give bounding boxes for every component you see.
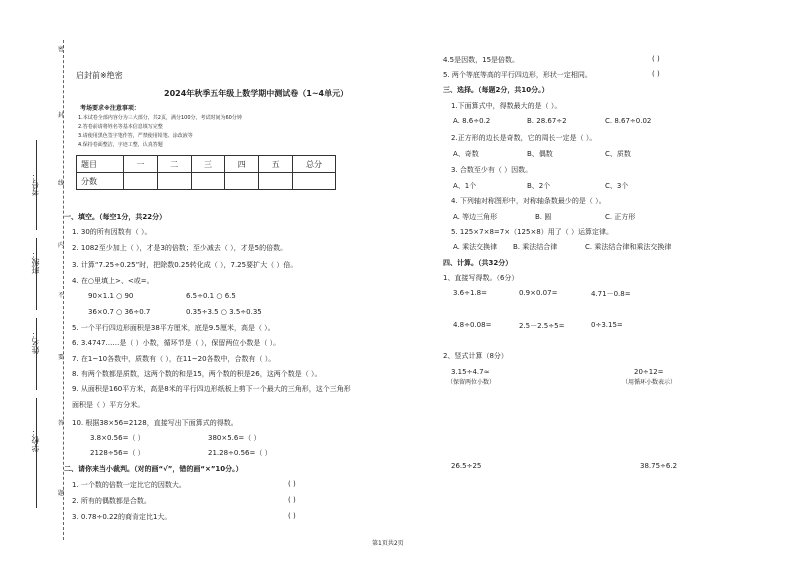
judge-item-5: 5. 两个等底等高的平行四边形，形状一定相同。 xyxy=(443,71,592,79)
score-row-label: 分数 xyxy=(77,173,124,190)
calc-item: 21.28÷0.56=（ ） xyxy=(208,449,272,457)
section-4-heading: 四、计算。（共32分） xyxy=(443,259,513,267)
secret-mark: 启封前※绝密 xyxy=(76,71,123,80)
notes-note-2: 2.答卷前请将姓名等基本信息填写完整 xyxy=(78,124,163,130)
judge-item-1: 1. 一个数的倍数一定比它的因数大。 xyxy=(72,481,186,489)
school-label: 学校： xyxy=(31,428,40,452)
fill-question-4: 4. 在○里填上>、<或=。 xyxy=(72,277,154,285)
judge-item-2: 2. 所有的偶数都是合数。 xyxy=(72,497,151,505)
vertical-calc-item: 26.5÷25 xyxy=(451,462,482,470)
score-table xyxy=(76,155,336,190)
class-blank-line xyxy=(36,238,37,310)
choice-question-3: 3. 合数至少有（ ）因数。 xyxy=(451,166,533,174)
choice-option: C、质数 xyxy=(605,150,631,158)
exam-title: 2024年秋季五年级上数学期中测试卷（1~4单元） xyxy=(164,89,349,98)
fill-question-2: 2. 1082至少加上（ ），才是3的倍数；至少减去（ ），才是5的倍数。 xyxy=(72,244,288,252)
class-label: 班级： xyxy=(31,250,40,274)
score-cell[interactable] xyxy=(191,173,225,190)
vertical-calc-note: （用循环小数表示） xyxy=(622,379,677,386)
choice-option: A. 乘法交换律 xyxy=(453,243,498,251)
notes-note-4: 4.保持卷面整洁，字迹工整，认真答题 xyxy=(78,142,163,148)
oral-calc-item: 0÷3.15= xyxy=(591,321,623,329)
fill-question-1: 1. 30的所有因数有（ ）。 xyxy=(72,228,152,236)
fill-question-9-cont: 面积是（ ）平方分米。 xyxy=(72,401,145,409)
judge-answer-box[interactable]: ( ) xyxy=(652,55,660,63)
section-1-heading: 一、填空。（每空1分，共22分） xyxy=(64,213,167,221)
choice-option: A. 8.6÷0.2 xyxy=(453,117,491,125)
choice-option: C. 正方形 xyxy=(605,213,636,221)
section-3-heading: 三、选择。（每题2分，共10分。） xyxy=(443,86,549,94)
section-2-heading: 二、请你来当小裁判。（对的画“√”，错的画“×”10分。） xyxy=(64,465,243,473)
seal-mark-4: 内 xyxy=(58,242,65,249)
notes-note-1: 1.本试卷全部内容分为三大部分，共2页，满分100分，考试时间为60分钟 xyxy=(78,115,242,121)
vertical-calc-note: （保留两位小数） xyxy=(447,379,496,386)
score-cell[interactable] xyxy=(225,173,259,190)
seal-mark-7: 答 xyxy=(58,420,65,427)
choice-option: B. 圆 xyxy=(535,213,552,221)
fill-question-3: 3. 计算“7.25÷0.25”时，把除数0.25转化成（ ），7.25要扩大（ ）倍。 xyxy=(72,261,298,269)
calc-part-1-heading: 1、直接写得数。（6分） xyxy=(443,274,519,282)
calc-item: 3.8×0.56=（ ） xyxy=(90,434,145,442)
fill-question-9: 9. 从面积是160平方米，高是8米的平行四边形纸板上剪下一个最大的三角形，这个三角形 xyxy=(72,385,351,393)
notes-note-3: 3.请使用黑色签字笔作答，严禁使用铅笔、涂改液等 xyxy=(78,133,193,139)
compare-item: 6.5÷0.1 ○ 6.5 xyxy=(186,292,236,300)
choice-option: B. 28.67÷2 xyxy=(527,117,567,125)
choice-option: C. 乘法结合律和乘法交换律 xyxy=(585,243,672,251)
score-cell[interactable] xyxy=(293,173,336,190)
fill-question-7: 7. 在1~10各数中，质数有（ ），在11~20各数中，合数有（ ）。 xyxy=(72,355,276,363)
name-label: 姓名： xyxy=(31,330,40,354)
choice-question-2: 2.正方形的边长是奇数，它的周长一定是（ ）。 xyxy=(451,134,597,142)
score-table-header-row xyxy=(77,156,336,173)
seal-mark-8: 题 xyxy=(58,490,65,497)
choice-option: A. 等边三角形 xyxy=(453,213,498,221)
score-header-cell: 一 xyxy=(124,156,158,173)
vertical-calc-item: 3.15÷4.7≈ xyxy=(451,368,490,376)
score-header-cell: 总分 xyxy=(293,156,336,173)
choice-question-4: 4. 下列轴对称图形中，对称轴条数最少的是（ ）。 xyxy=(451,197,606,205)
choice-option: B. 乘法结合律 xyxy=(513,243,558,251)
compare-item: 36×0.7 ○ 36÷0.7 xyxy=(88,308,151,316)
score-header-cell: 四 xyxy=(225,156,259,173)
fill-question-10: 10. 根据38×56=2128，直接写出下面算式的得数。 xyxy=(72,419,238,427)
judge-answer-box[interactable]: ( ) xyxy=(288,496,296,504)
id-label: 考号： xyxy=(31,172,40,196)
seal-mark-5: 不 xyxy=(58,292,65,299)
choice-option: A、1个 xyxy=(453,182,477,190)
score-header-cell: 三 xyxy=(191,156,225,173)
fill-question-5: 5. 一个平行四边形面积是38平方厘米，底是9.5厘米，高是（ ）。 xyxy=(72,324,275,332)
score-header-cell: 二 xyxy=(157,156,191,173)
score-cell[interactable] xyxy=(124,173,158,190)
page-number: 第1页共2页 xyxy=(372,540,404,547)
vertical-calc-item: 38.75÷6.2 xyxy=(640,462,678,470)
oral-calc-item: 2.5－2.5÷5= xyxy=(519,322,565,330)
school-blank-line xyxy=(36,398,37,508)
choice-option: B、偶数 xyxy=(527,150,553,158)
seal-mark-3: 线 xyxy=(58,180,65,187)
score-cell[interactable] xyxy=(157,173,191,190)
judge-answer-box[interactable]: ( ) xyxy=(288,512,296,520)
score-header-cell: 五 xyxy=(259,156,293,173)
notes-title: 考场要求※注意事项： xyxy=(80,105,140,112)
seal-mark-6: 要 xyxy=(58,354,65,361)
oral-calc-item: 4.71－0.8= xyxy=(591,290,631,298)
judge-item-3: 3. 0.78÷0.22的商肯定比1大。 xyxy=(72,513,172,521)
choice-question-1: 1.下面算式中，得数最大的是（ ）。 xyxy=(451,102,562,110)
judge-item-4: 4.5是因数，15是倍数。 xyxy=(443,56,520,64)
choice-option: A、奇数 xyxy=(453,150,479,158)
seal-mark-2: 封 xyxy=(58,112,65,119)
oral-calc-item: 0.9×0.07= xyxy=(519,289,558,297)
choice-option: C. 8.67÷0.02 xyxy=(605,117,652,125)
seal-mark-1: 密 xyxy=(58,46,65,53)
judge-answer-box[interactable]: ( ) xyxy=(652,70,660,78)
compare-item: 0.35÷3.5 ○ 3.5÷0.35 xyxy=(186,308,262,316)
fill-question-6: 6. 3.4747……是（ ）小数，循环节是（ ），保留两位小数是（ ）。 xyxy=(72,339,281,347)
vertical-calc-item: 20÷12= xyxy=(634,368,664,376)
oral-calc-item: 3.6÷1.8= xyxy=(453,289,487,297)
choice-option: B、2个 xyxy=(527,182,551,190)
name-blank-line xyxy=(36,318,37,390)
score-cell[interactable] xyxy=(259,173,293,190)
calc-item: 2128÷56=（ ） xyxy=(90,449,145,457)
choice-question-5: 5. 125×7×8=7×（125×8）用了（ ）运算定律。 xyxy=(451,228,613,236)
compare-item: 90×1.1 ○ 90 xyxy=(88,292,134,300)
score-header-cell: 题目 xyxy=(77,156,124,173)
choice-option: C、3个 xyxy=(605,182,629,190)
judge-answer-box[interactable]: ( ) xyxy=(288,480,296,488)
calc-item: 380×5.6=（ ） xyxy=(208,434,261,442)
calc-part-2-heading: 2、竖式计算（8分） xyxy=(443,352,508,360)
fill-question-8: 8. 有两个数都是质数，这两个数的和是15，两个数的积是26，这两个数是（ ）。 xyxy=(72,370,322,378)
oral-calc-item: 4.8÷0.08= xyxy=(453,321,492,329)
score-table-score-row xyxy=(77,173,336,190)
